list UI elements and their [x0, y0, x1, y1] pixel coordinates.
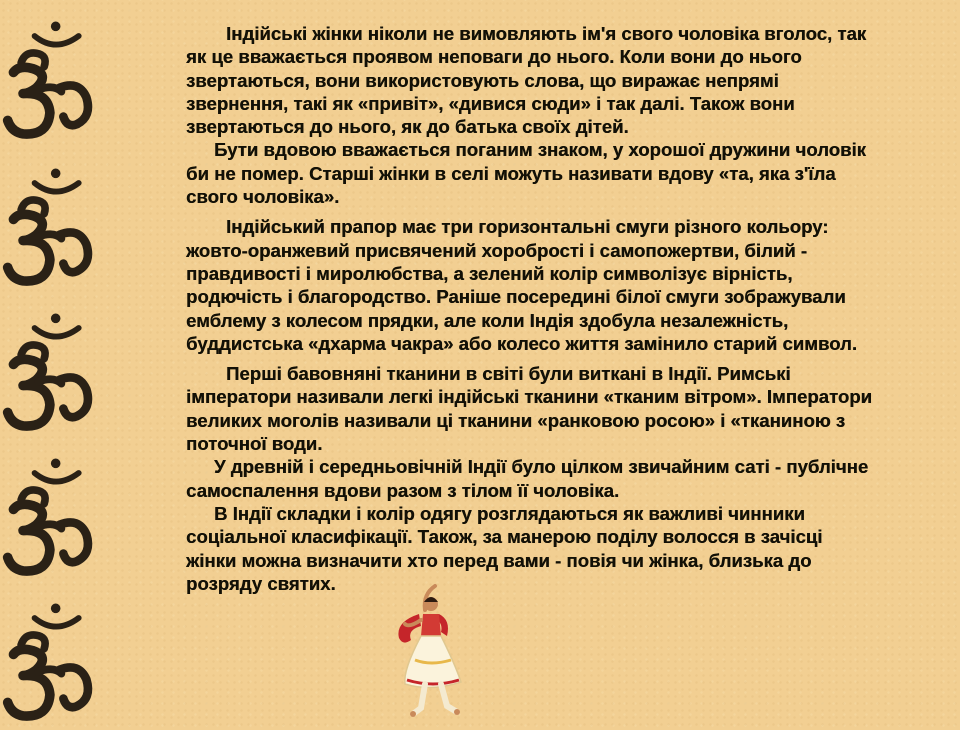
paragraph-clothing: В Індії складки і колір одягу розглядаються як важливі чинники соціальної класифікації. Також, за манерою поділу волосся в зачісці жінки можна визначити хто перед вами - повія чи жінка, близька до розряду святих. [186, 502, 823, 594]
om-symbol-icon [0, 600, 96, 730]
text-content [186, 22, 876, 595]
om-symbol-icon [0, 310, 96, 440]
paragraph-sati: У древній і середньовічній Індії було цілком звичайним саті - публічне самоспалення вдови разом з тілом її чоловіка. [186, 456, 869, 501]
om-symbol-icon [0, 165, 96, 295]
om-symbol-icon [0, 455, 96, 585]
paragraph-cotton: Перші бавовняні тканини в світі були виткані в Індії. Римські імператори називали легкі індійські тканини «тканим вітром». Імператори великих моголів називали ці тканини «ранковою росою» і «тканиною з поточної води. [186, 363, 872, 455]
paragraph-names: Індійські жінки ніколи не вимовляють ім'я свого чоловіка вголос, так як це вважається проявом неповаги до нього. Коли вони до нього звертаються, вони використовують слова, що виражає непрямі звернення, такі як «привіт», «дивися сюди» і так далі. Також вони звертаються до нього, як до батька своїх дітей. [186, 23, 867, 138]
paragraph-widow: Бути вдовою вважається поганим знаком, у хорошої дружини чоловік би не помер. Старші жінки в селі можуть називати вдову «та, яка з'їла свого чоловіка». [186, 139, 866, 208]
om-symbol-icon [0, 18, 96, 148]
paragraph-flag: Індійський прапор має три горизонтальні смуги різного кольору: жовто-оранжевий присвячений хоробрості і самопожертви, білий - правдивості і миролюбства, а зелений колір символізує вірність, родючість і благородство. Раніше посередині білої смуги зображували емблему з колесом прядки, але коли Індія здобула незалежність, буддистська «дхарма чакра» або колесо життя замінило старий символ. [186, 216, 857, 354]
indian-dancer-icon [385, 580, 480, 720]
om-symbol-column [0, 0, 110, 720]
